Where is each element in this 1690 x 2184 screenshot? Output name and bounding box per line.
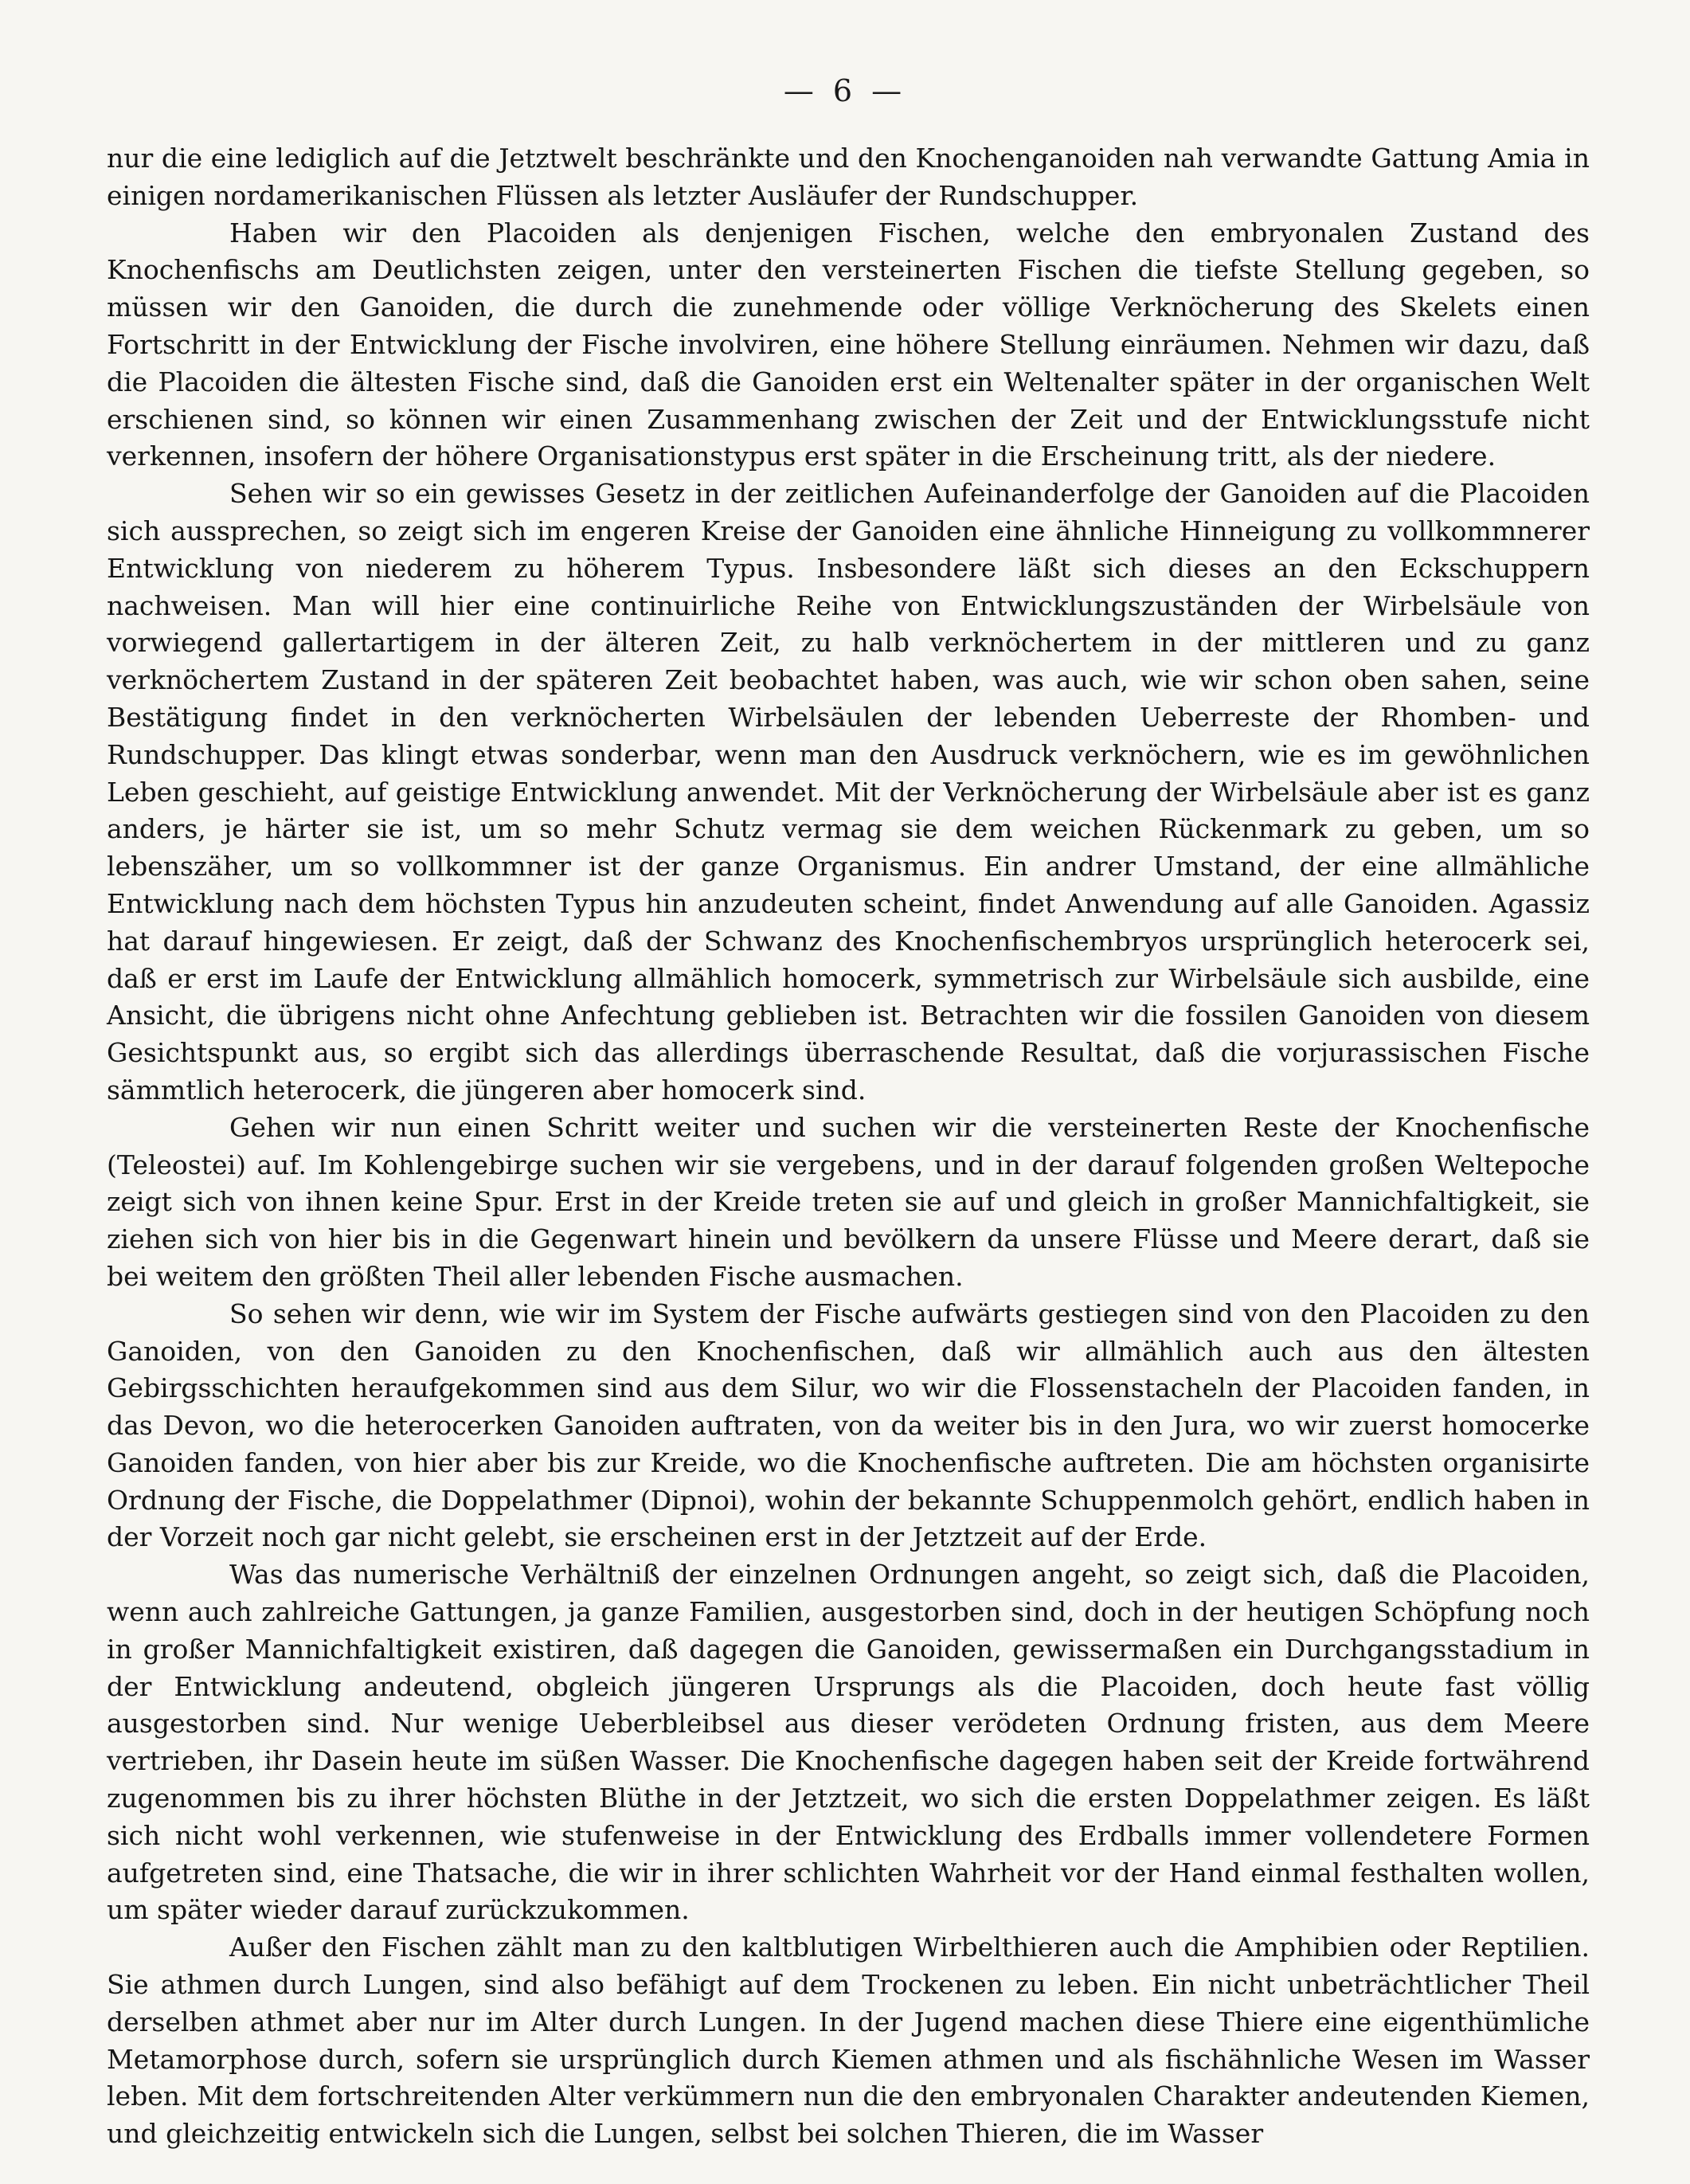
paragraph: Was das numerische Verhältniß der einzelnen Ordnungen angeht, so zeigt sich, daß die Placoiden, wenn auch zahlreiche Gattungen, ja ganze Familien, ausgestorben sind, doch in der heutigen Schöpfung noch in großer Mannichfaltigkeit existiren, daß dagegen die Ganoiden, gewissermaßen ein Durchgangsstadium in der Entwicklung andeutend, obgleich jüngeren Ursprungs als die Placoiden, doch heute fast völlig ausgestorben sind. Nur wenige Ueberbleibsel aus dieser verödeten Ordnung fristen, aus dem Meere vertrieben, ihr Dasein heute im süßen Wasser. Die Knochenfische dagegen haben seit der Kreide fortwährend zugenommen bis zu ihrer höchsten Blüthe in der Jetztzeit, wo sich die ersten Doppelathmer zeigen. Es läßt sich nicht wohl verkennen, wie stufenweise in der Entwicklung des Erdballs immer vollendetere Formen aufgetreten sind, eine Thatsache, die wir in ihrer schlichten Wahrheit vor der Hand einmal festhalten wollen, um später wieder darauf zurückzukommen. — [107, 1559, 1590, 1926]
paragraph: Gehen wir nun einen Schritt weiter und suchen wir die versteinerten Reste der Knochenfische (Teleostei) auf. Im Kohlengebirge suchen wir sie vergebens, und in der darauf folgenden großen Weltepoche zeigt sich von ihnen keine Spur. Erst in der Kreide treten sie auf und gleich in großer Mannichfaltigkeit, sie ziehen sich von hier bis in die Gegenwart hinein und bevölkern da unsere Flüsse und Meere derart, daß sie bei weitem den größten Theil aller lebenden Fische ausmachen. — [107, 1111, 1590, 1292]
paragraph: Haben wir den Placoiden als denjenigen Fischen, welche den embryonalen Zustand des Knochenfischs am Deutlichsten zeigen, unter den versteinerten Fischen die tiefste Stellung gegeben, so müssen wir den Ganoiden, die durch die zunehmende oder völlige Verknöcherung des Skelets einen Fortschritt in der Entwicklung der Fische involviren, eine höhere Stellung einräumen. Nehmen wir dazu, daß die Placoiden die ältesten Fische sind, daß die Ganoiden erst ein Weltenalter später in der organischen Welt erschienen sind, so können wir einen Zusammenhang zwischen der Zeit und der Entwicklungsstufe nicht verkennen, insofern der höhere Organisationstypus erst später in die Erscheinung tritt, als der niedere. — [107, 217, 1590, 472]
paragraph: Sehen wir so ein gewisses Gesetz in der zeitlichen Aufeinanderfolge der Ganoiden auf die Placoiden sich aussprechen, so zeigt sich im engeren Kreise der Ganoiden eine ähnliche Hinneigung zu vollkommnerer Entwicklung von niederem zu höherem Typus. Insbesondere läßt sich dieses an den Eckschuppern nachweisen. Man will hier eine continuirliche Reihe von Entwicklungszuständen der Wirbelsäule von vorwiegend gallertartigem in der älteren Zeit, zu halb verknöchertem in der mittleren und zu ganz verknöchertem Zustand in der späteren Zeit beobachtet haben, was auch, wie wir schon oben sahen, seine Bestätigung findet in den verknöcherten Wirbelsäulen der lebenden Ueberreste der Rhomben- und Rundschupper. Das klingt etwas sonderbar, wenn man den Ausdruck verknöchern, wie es im gewöhnlichen Leben geschieht, auf geistige Entwicklung anwendet. Mit der Verknöcherung der Wirbelsäule aber ist es ganz anders, je härter sie ist, um so mehr Schutz vermag sie dem weichen Rückenmark zu geben, um so lebenszäher, um so vollkommner ist der ganze Organismus. Ein andrer Umstand, der eine allmähliche Entwicklung nach dem höchsten Typus hin anzudeuten scheint, findet Anwendung auf alle Ganoiden. Agassiz hat darauf hingewiesen. Er zeigt, daß der Schwanz des Knochenfischembryos ursprünglich heterocerk sei, daß er erst im Laufe der Entwicklung allmählich homocerk, symmetrisch zur Wirbelsäule sich ausbilde, eine Ansicht, die übrigens nicht ohne Anfechtung geblieben ist. Betrachten wir die fossilen Ganoiden von diesem Gesichtspunkt aus, so ergibt sich das allerdings überraschende Resultat, daß die vorjurassischen Fische sämmtlich heterocerk, die jüngeren aber homocerk sind. — [107, 478, 1590, 1106]
page-number: — 6 — — [783, 73, 907, 108]
body-text — [107, 140, 1590, 2153]
paragraph: So sehen wir denn, wie wir im System der Fische aufwärts gestiegen sind von den Placoiden zu den Ganoiden, von den Ganoiden zu den Knochenfischen, daß wir allmählich auch aus den ältesten Gebirgsschichten heraufgekommen sind aus dem Silur, wo wir die Flossenstacheln der Placoiden fanden, in das Devon, wo die heterocerken Ganoiden auftraten, von da weiter bis in den Jura, wo wir zuerst homocerke Ganoiden fanden, von hier aber bis zur Kreide, wo die Knochenfische auftreten. Die am höchsten organisirte Ordnung der Fische, die Doppelathmer (Dipnoi), wohin der bekannte Schuppenmolch gehört, endlich haben in der Vorzeit noch gar nicht gelebt, sie erscheinen erst in der Jetztzeit auf der Erde. — [107, 1297, 1590, 1553]
paragraph: Außer den Fischen zählt man zu den kaltblutigen Wirbelthieren auch die Amphibien oder Reptilien. Sie athmen durch Lungen, sind also befähigt auf dem Trockenen zu leben. Ein nicht unbeträchtlicher Theil derselben athmet aber nur im Alter durch Lungen. In der Jugend machen diese Thiere eine eigenthümliche Metamorphose durch, sofern sie ursprünglich durch Kiemen athmen und als fischähnliche Wesen im Wasser leben. Mit dem fortschreitenden Alter verkümmern nun die den embryonalen Charakter andeutenden Kiemen, und gleichzeitig entwickeln sich die Lungen, selbst bei solchen Thieren, die im Wasser — [107, 1932, 1590, 2150]
paragraph: nur die eine lediglich auf die Jetztwelt beschränkte und den Knochenganoiden nah verwandte Gattung Amia in einigen nordamerikanischen Flüssen als letzter Ausläufer der Rundschupper. — [107, 143, 1590, 211]
